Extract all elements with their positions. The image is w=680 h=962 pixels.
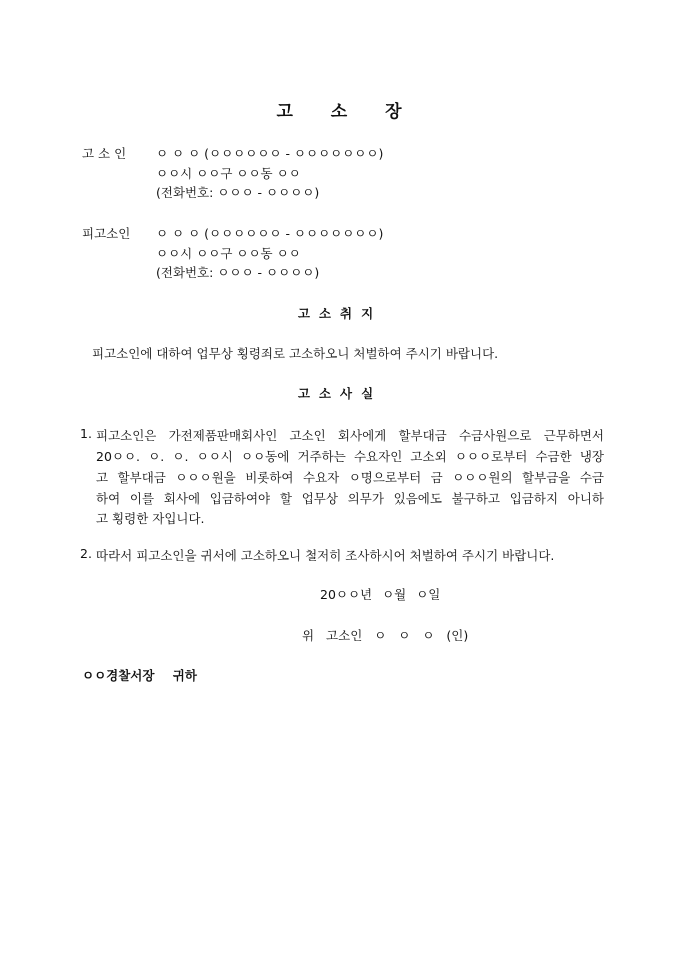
fact-line: 고 할부대금 ㅇㅇㅇ원을 비롯하여 수요자 ㅇ명으로부터 금 ㅇㅇㅇ원의 할부금을 수금	[96, 470, 604, 485]
accused-phone: (전화번호: ㅇㅇㅇ - ㅇㅇㅇㅇ)	[156, 265, 320, 280]
document-title: 고 소 장	[276, 102, 404, 122]
fact-line: 하여 이를 회사에 입금하여야 할 업무상 의무가 있음에도 불구하고 입금하지 아니하	[96, 491, 604, 506]
fact-line: 따라서 피고소인을 귀서에 고소하오니 철저히 조사하시어 처벌하여 주시기 바랍니다.	[96, 548, 555, 563]
accused-address: ㅇㅇ시 ㅇㅇ구 ㅇㅇ동 ㅇㅇ	[156, 246, 301, 261]
complainant-address: ㅇㅇ시 ㅇㅇ구 ㅇㅇ동 ㅇㅇ	[156, 166, 301, 181]
complainant-phone: (전화번호: ㅇㅇㅇ - ㅇㅇㅇㅇ)	[156, 185, 320, 200]
accused-label: 피고소인	[82, 226, 131, 241]
signer-line: 위 고소인 ㅇ ㅇ ㅇ (인)	[302, 628, 469, 643]
facts-heading: 고소사실	[297, 386, 383, 401]
accused-name-line: ㅇ ㅇ ㅇ (ㅇㅇㅇㅇㅇㅇ - ㅇㅇㅇㅇㅇㅇㅇ)	[156, 226, 384, 241]
fact-number: 2.	[80, 546, 92, 561]
fact-number: 1.	[80, 426, 92, 441]
fact-line: 피고소인은 가전제품판매회사인 고소인 회사에게 할부대금 수금사원으로 근무하면서	[96, 428, 604, 443]
fact-line: 고 횡령한 자입니다.	[96, 511, 205, 526]
complainant-label: 고 소 인	[82, 146, 127, 161]
fact-line: 20ㅇㅇ. ㅇ. ㅇ. ㅇㅇ시 ㅇㅇ동에 거주하는 수요자인 고소외 ㅇㅇㅇ로부터 수금한 냉장	[96, 449, 604, 464]
purpose-text: 피고소인에 대하여 업무상 횡령죄로 고소하오니 처벌하여 주시기 바랍니다.	[92, 346, 499, 361]
document-date: 20ㅇㅇ년 ㅇ월 ㅇ일	[320, 587, 441, 602]
addressee: ㅇㅇ경찰서장 귀하	[82, 668, 197, 683]
purpose-heading: 고소취지	[297, 306, 383, 321]
complainant-name-line: ㅇ ㅇ ㅇ (ㅇㅇㅇㅇㅇㅇ - ㅇㅇㅇㅇㅇㅇㅇ)	[156, 146, 384, 161]
